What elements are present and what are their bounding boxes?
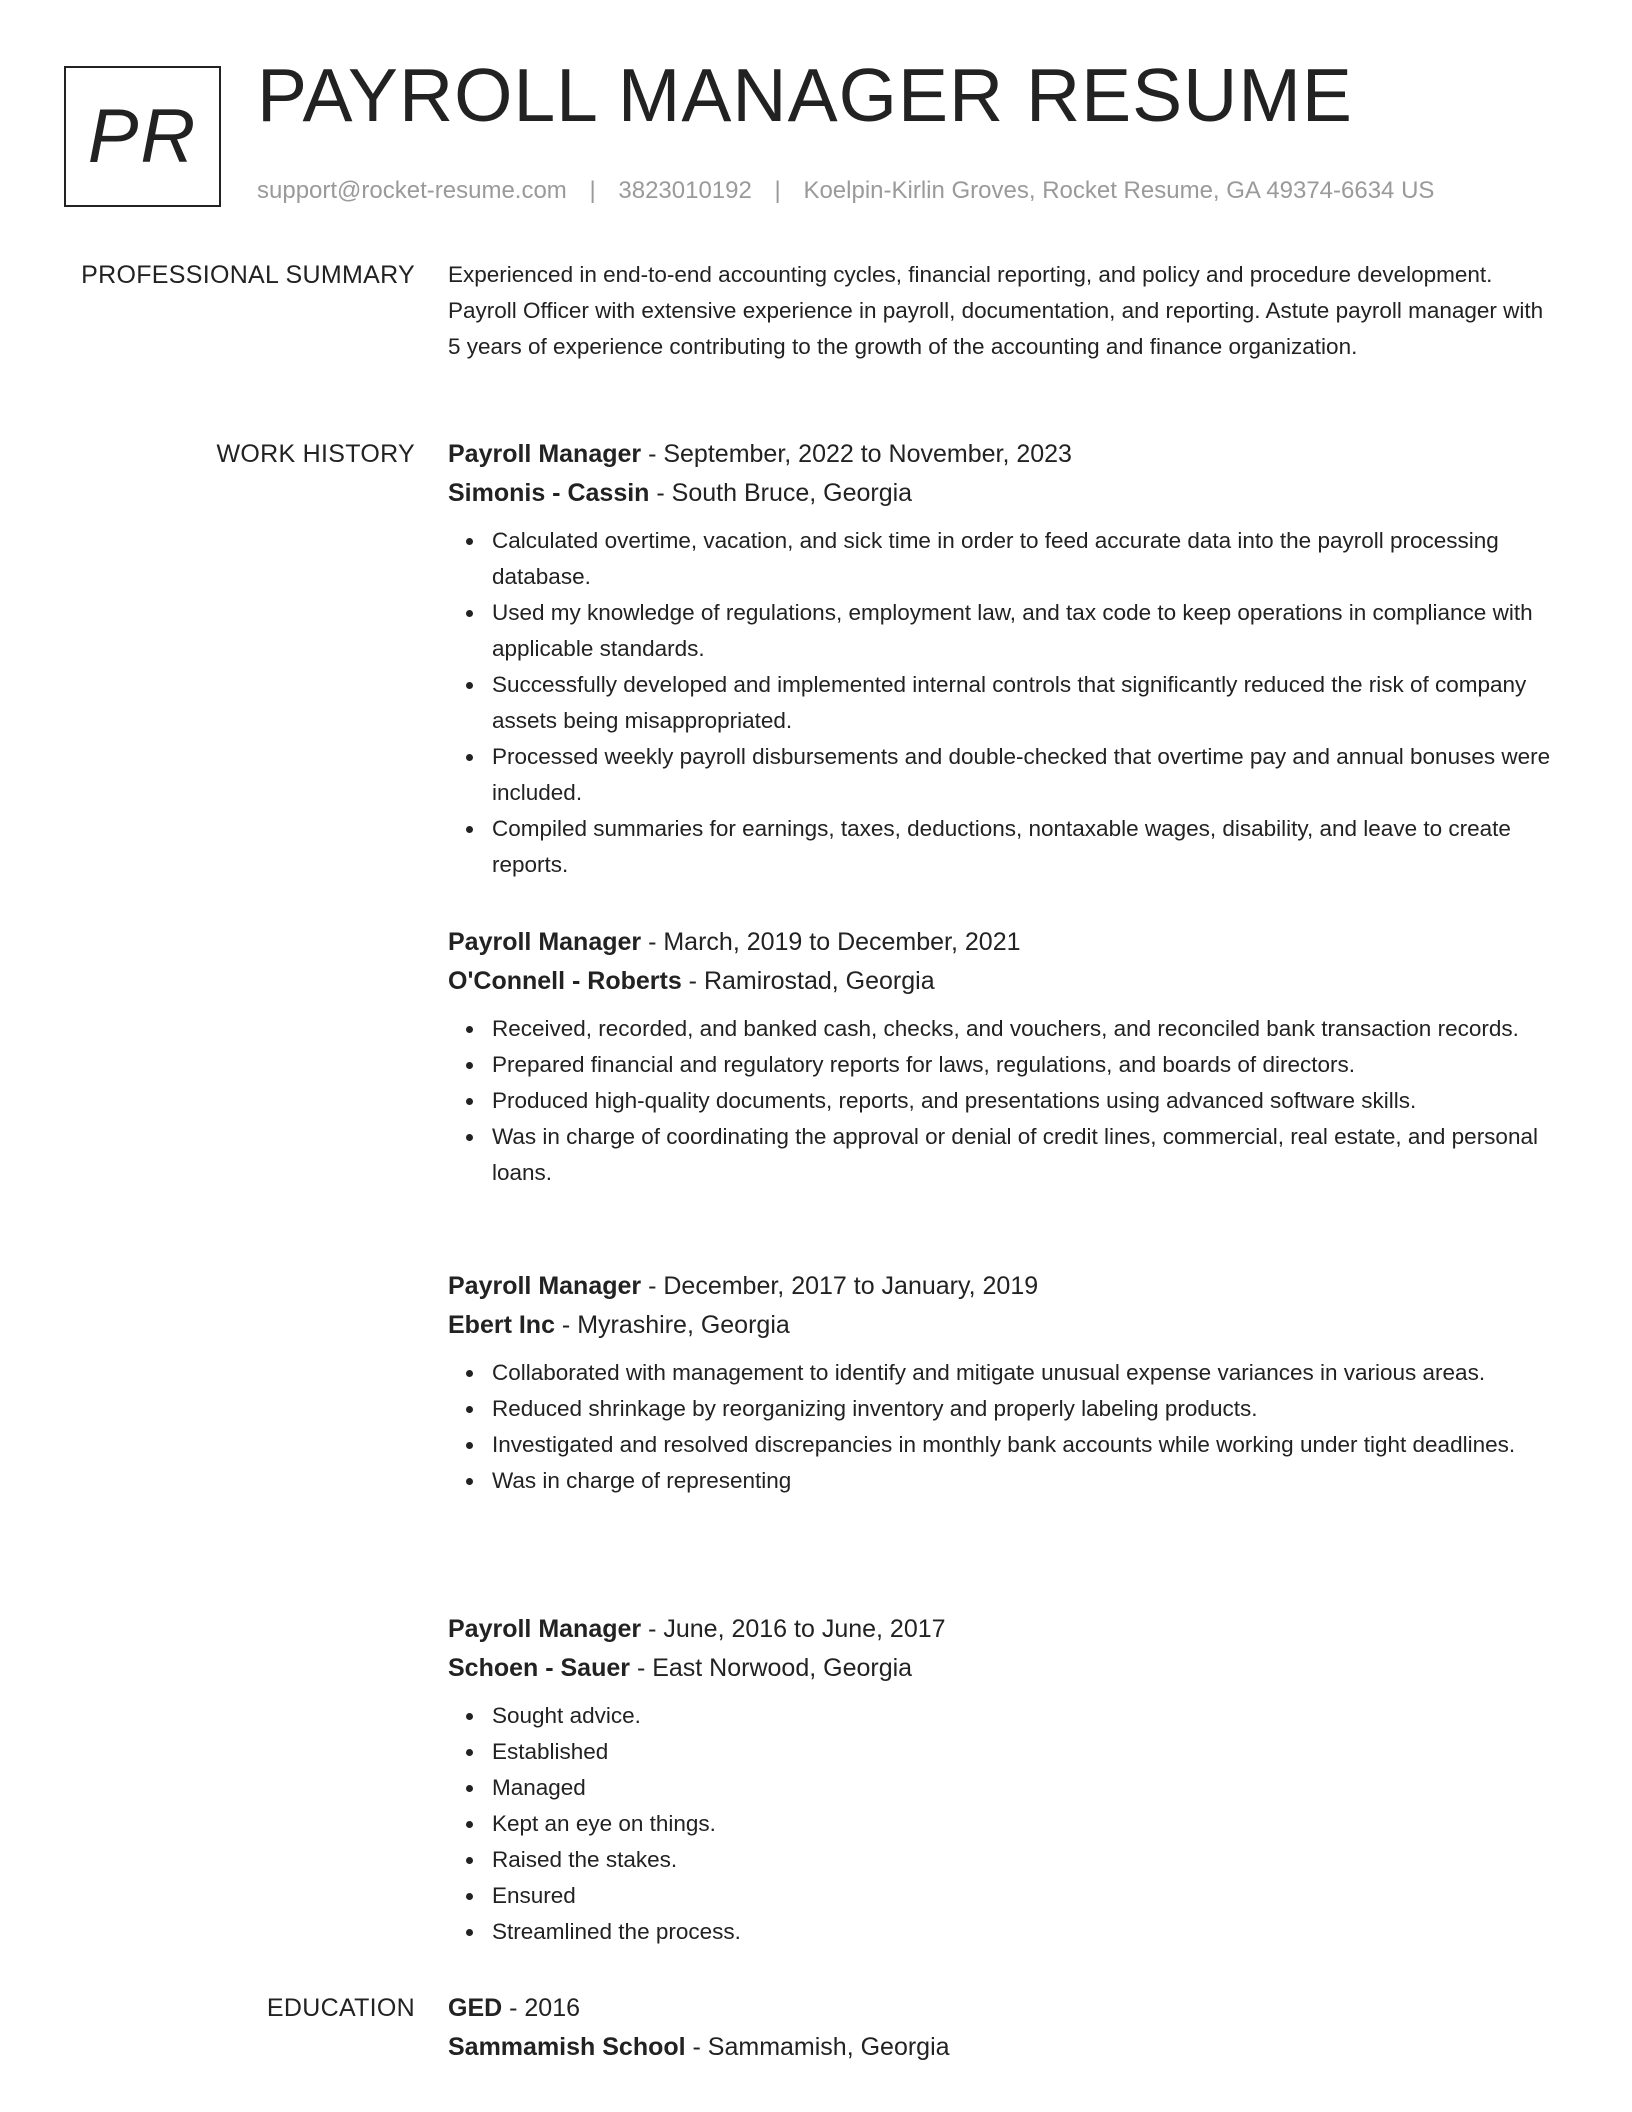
- list-item: Prepared financial and regulatory reports for laws, regulations, and boards of directors.: [492, 1047, 1558, 1083]
- job-dates: - September, 2022 to November, 2023: [641, 440, 1072, 468]
- summary-text: Experienced in end-to-end accounting cycles, financial reporting, and policy and procedure development. Payroll Officer with extensive experience in payroll, documentation, and reporting. Astute payroll manager with 5 years of experience contributing to the growth of the accounting and finance organization.: [448, 262, 1544, 359]
- job-company-line: [448, 474, 1558, 513]
- education-year: - 2016: [502, 1994, 581, 2022]
- job-company-line: [448, 962, 1558, 1001]
- list-item: Ensured: [492, 1878, 1558, 1914]
- job-bullets: [448, 1355, 1558, 1499]
- list-item: Investigated and resolved discrepancies in monthly bank accounts while working under tight deadlines.: [492, 1427, 1558, 1463]
- job-title: Payroll Manager: [448, 928, 642, 956]
- job-company-line: [448, 1306, 1558, 1345]
- job-title-line: [448, 1267, 1558, 1306]
- contact-line: [257, 174, 1434, 208]
- summary-section: [448, 257, 1558, 365]
- resume-title: PAYROLL MANAGER RESUME: [257, 53, 1353, 137]
- job-title-line: [448, 435, 1558, 474]
- monogram-box: [64, 66, 221, 207]
- list-item: Sought advice.: [492, 1698, 1558, 1734]
- job-bullets: [448, 523, 1558, 883]
- education-location: - Sammamish, Georgia: [685, 2033, 950, 2061]
- section-label-work: WORK HISTORY: [216, 440, 415, 468]
- list-item: Was in charge of coordinating the approval or denial of credit lines, commercial, real estate, and personal loans.: [492, 1119, 1558, 1191]
- contact-phone: 3823010192: [618, 177, 752, 204]
- contact-separator: |: [774, 177, 781, 204]
- job-company: O'Connell - Roberts: [448, 967, 682, 995]
- job-title-line: [448, 1610, 1558, 1649]
- list-item: Reduced shrinkage by reorganizing inventory and properly labeling products.: [492, 1391, 1558, 1427]
- list-item: Raised the stakes.: [492, 1842, 1558, 1878]
- section-label-summary: PROFESSIONAL SUMMARY: [81, 261, 415, 289]
- job-entry: [448, 923, 1558, 1191]
- job-entry: [448, 1610, 1558, 1950]
- education-school: Sammamish School: [448, 2033, 686, 2061]
- list-item: Received, recorded, and banked cash, checks, and vouchers, and reconciled bank transaction records.: [492, 1011, 1558, 1047]
- list-item: Produced high-quality documents, reports, and presentations using advanced software skills.: [492, 1083, 1558, 1119]
- job-title: Payroll Manager: [448, 440, 642, 468]
- job-entry: [448, 435, 1558, 883]
- job-dates: - March, 2019 to December, 2021: [641, 928, 1021, 956]
- job-entry: [448, 1267, 1558, 1499]
- education-degree: GED: [448, 1994, 503, 2022]
- list-item: Established: [492, 1734, 1558, 1770]
- list-item: Managed: [492, 1770, 1558, 1806]
- monogram-initials: PR: [87, 93, 198, 179]
- list-item: Used my knowledge of regulations, employment law, and tax code to keep operations in compliance with applicable standards.: [492, 595, 1558, 667]
- job-location: - Myrashire, Georgia: [554, 1311, 790, 1339]
- job-dates: - June, 2016 to June, 2017: [641, 1615, 946, 1643]
- list-item: Calculated overtime, vacation, and sick time in order to feed accurate data into the payroll processing database.: [492, 523, 1558, 595]
- job-location: - South Bruce, Georgia: [649, 479, 913, 507]
- contact-separator: |: [589, 177, 596, 204]
- contact-address: Koelpin-Kirlin Groves, Rocket Resume, GA 49374-6634 US: [803, 177, 1435, 204]
- list-item: Compiled summaries for earnings, taxes, deductions, nontaxable wages, disability, and leave to create reports.: [492, 811, 1558, 883]
- section-label-education: EDUCATION: [266, 1994, 415, 2022]
- education-degree-line: [448, 1989, 1558, 2028]
- job-company-line: [448, 1649, 1558, 1688]
- education-entry: [448, 1989, 1558, 2067]
- job-title-line: [448, 923, 1558, 962]
- list-item: Kept an eye on things.: [492, 1806, 1558, 1842]
- list-item: Successfully developed and implemented internal controls that significantly reduced the risk of company assets being misappropriated.: [492, 667, 1558, 739]
- job-title: Payroll Manager: [448, 1615, 642, 1643]
- education-school-line: [448, 2028, 1558, 2067]
- job-location: - Ramirostad, Georgia: [681, 967, 935, 995]
- job-title: Payroll Manager: [448, 1272, 642, 1300]
- list-item: Processed weekly payroll disbursements and double-checked that overtime pay and annual bonuses were included.: [492, 739, 1558, 811]
- job-company: Ebert Inc: [448, 1311, 555, 1339]
- job-company: Schoen - Sauer: [448, 1654, 630, 1682]
- list-item: Streamlined the process.: [492, 1914, 1558, 1950]
- job-bullets: [448, 1011, 1558, 1191]
- job-location: - East Norwood, Georgia: [630, 1654, 913, 1682]
- list-item: Was in charge of representing: [492, 1463, 1558, 1499]
- list-item: Collaborated with management to identify and mitigate unusual expense variances in various areas.: [492, 1355, 1558, 1391]
- job-company: Simonis - Cassin: [448, 479, 650, 507]
- contact-email: support@rocket-resume.com: [257, 177, 567, 204]
- job-dates: - December, 2017 to January, 2019: [641, 1272, 1039, 1300]
- job-bullets: [448, 1698, 1558, 1950]
